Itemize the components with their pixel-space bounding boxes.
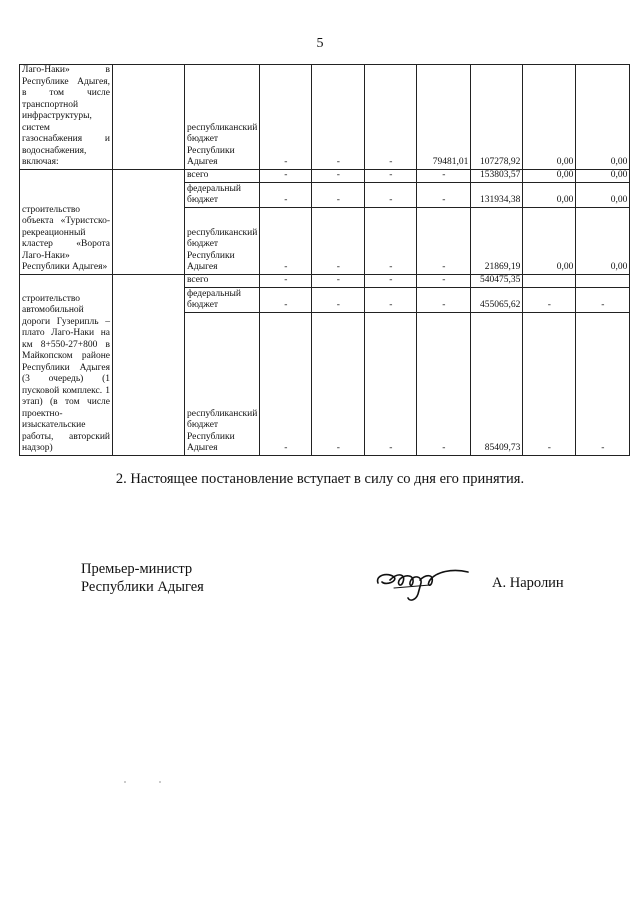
value-cell: - xyxy=(365,274,417,287)
value-cell: - xyxy=(365,287,417,312)
value-cell: 153803,57 xyxy=(471,169,523,182)
value-cell: 0,00 xyxy=(576,65,630,170)
resolution-text: 2. Настоящее постановление вступает в силу со дня его принятия. xyxy=(115,471,525,487)
value-cell: 0,00 xyxy=(523,207,576,274)
funding-source: федеральный бюджет xyxy=(185,287,260,312)
value-cell: - xyxy=(312,182,365,207)
value-cell: - xyxy=(260,274,312,287)
value-cell: 0,00 xyxy=(523,182,576,207)
value-cell: 79481,01 xyxy=(417,65,471,170)
value-cell: - xyxy=(312,312,365,455)
value-cell: - xyxy=(260,207,312,274)
signatory-position-line: Премьер-министр xyxy=(81,561,193,577)
value-cell: - xyxy=(312,207,365,274)
value-cell: - xyxy=(312,65,365,170)
object-description: Лаго-Наки» в Республике Адыгея, в том числе транспортной инфраструктуры, систем газоснабжения и водоснабжения, включая: xyxy=(20,65,113,170)
funding-source: всего xyxy=(185,274,260,287)
value-cell: - xyxy=(523,287,576,312)
value-cell: - xyxy=(365,207,417,274)
value-cell: 0,00 xyxy=(576,182,630,207)
value-cell: - xyxy=(523,312,576,455)
funding-source: республиканский бюджет Республики Адыгея xyxy=(185,65,260,170)
value-cell: - xyxy=(417,207,471,274)
value-cell: 131934,38 xyxy=(471,182,523,207)
value-cell: - xyxy=(312,274,365,287)
value-cell: - xyxy=(576,287,630,312)
value-cell: - xyxy=(417,169,471,182)
value-cell: - xyxy=(417,312,471,455)
scan-speck xyxy=(124,781,126,783)
funding-source: всего xyxy=(185,169,260,182)
signatory-position xyxy=(81,560,204,596)
value-cell: - xyxy=(417,182,471,207)
value-cell: 0,00 xyxy=(523,169,576,182)
value-cell: - xyxy=(365,312,417,455)
object-description: строительство автомобильной дороги Гузерипль – плато Лаго-Наки на км 8+550-27+800 в Майкопском районе Республики Адыгея (3 очередь) (1 пусковой комплекс. 1 этап) (в том числе проектно-изыскательские работы, авторский надзор) xyxy=(20,274,113,455)
table-row xyxy=(20,274,630,287)
value-cell: 85409,73 xyxy=(471,312,523,455)
value-cell: 0,00 xyxy=(523,65,576,170)
value-cell: 455065,62 xyxy=(471,287,523,312)
value-cell: 107278,92 xyxy=(471,65,523,170)
value-cell: - xyxy=(312,169,365,182)
value-cell: - xyxy=(417,274,471,287)
financing-table xyxy=(19,64,630,456)
handwritten-signature xyxy=(370,558,475,608)
value-cell: - xyxy=(260,182,312,207)
funding-source: республиканский бюджет Республики Адыгея xyxy=(185,312,260,455)
value-cell: - xyxy=(365,182,417,207)
value-cell: - xyxy=(365,169,417,182)
value-cell: - xyxy=(365,65,417,170)
value-cell: - xyxy=(260,169,312,182)
value-cell: 21869,19 xyxy=(471,207,523,274)
value-cell: 0,00 xyxy=(576,169,630,182)
signatory-name: А. Наролин xyxy=(492,575,564,591)
table-row xyxy=(20,169,630,182)
value-cell: 0,00 xyxy=(576,207,630,274)
table-row xyxy=(20,65,630,170)
empty-cell xyxy=(113,65,185,170)
value-cell: 540475,35 xyxy=(471,274,523,287)
funding-source: федеральный бюджет xyxy=(185,182,260,207)
funding-source: республиканский бюджет Республики Адыгея xyxy=(185,207,260,274)
value-cell: - xyxy=(260,287,312,312)
value-cell: - xyxy=(312,287,365,312)
object-description: строительство объекта «Туристско-рекреационный кластер «Ворота Лаго-Наки» Республики Адыгея» xyxy=(20,169,113,274)
value-cell: - xyxy=(260,65,312,170)
value-cell xyxy=(523,274,576,287)
empty-cell xyxy=(113,169,185,274)
value-cell: - xyxy=(576,312,630,455)
scan-speck xyxy=(159,781,161,783)
page-number: 5 xyxy=(316,36,324,51)
value-cell: - xyxy=(417,287,471,312)
signatory-position-line: Республики Адыгея xyxy=(81,579,204,595)
empty-cell xyxy=(113,274,185,455)
value-cell: - xyxy=(260,312,312,455)
value-cell xyxy=(576,274,630,287)
